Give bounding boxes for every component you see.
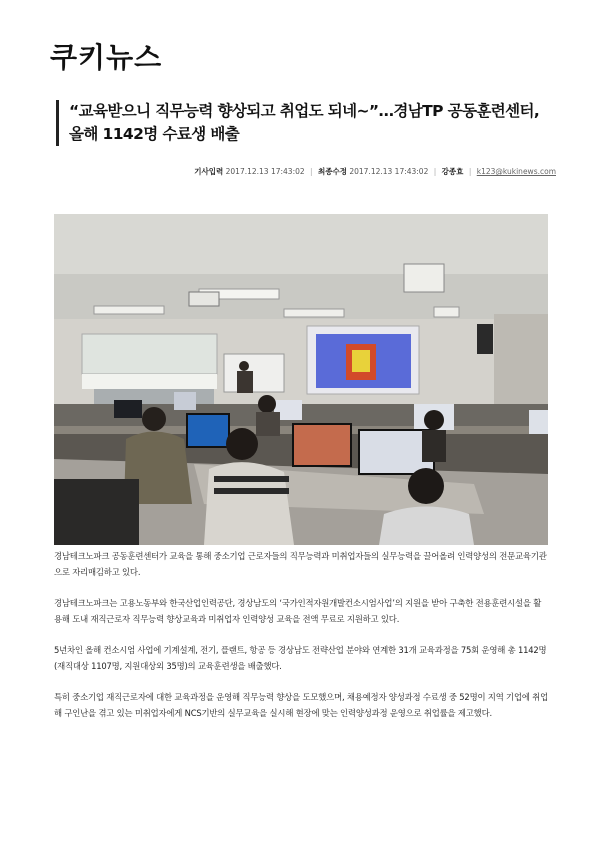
meta-divider: | [468,167,472,176]
meta-divider: | [433,167,437,176]
modified-label: 최종수정 [317,167,347,176]
headline-line-2: 올해 1142명 수료생 배출 [69,125,240,143]
published-label: 기사입력 [194,167,224,176]
site-logo[interactable]: 쿠키뉴스 [50,41,163,74]
article-meta [194,166,556,177]
published-time: 2017.12.13 17:43:02 [225,167,305,176]
meta-divider: | [310,167,313,176]
modified-time: 2017.12.13 17:43:02 [349,167,429,176]
photo-caption: 경남테크노파크 공동훈련센터가 교육을 통해 중소기업 근로자들의 직무능력과 미취업자들의 실무능력을 끌어올려 인력양성의 전문교육기관으로 자리매김하고 있다. [54,551,547,577]
article-paragraph-2: 5년차인 올해 컨소시엄 사업에 기계설계, 전기, 플랜트, 항공 등 경상남도 전략산업 분야와 연계한 31개 교육과정을 75회 운영해 총 1142명(재직대상 1107명, 지원대상외 35명)의 교육훈련생을 배출했다. [54,645,547,671]
headline-line-1: “교육받으니 직무능력 향상되고 취업도 되네~”…경남TP 공동훈련센터, [69,102,540,120]
article-headline [56,100,569,146]
article-paragraph-3: 특히 중소기업 재직근로자에 대한 교육과정을 운영해 직무능력 향상을 도모했으며, 채용예정자 양성과정 수료생 중 52명이 지역 기업에 취업해 구인난을 겪고 있는 미취업자에게 NCS기반의 실무교육을 실시해 현장에 맞는 인력양성과정 운영으로 취업률을 제고했다. [54,692,548,718]
reporter-name: 강종효 [441,167,464,176]
classroom-photo [54,214,548,545]
article-photo [54,214,548,545]
article-paragraph-1: 경남테크노파크는 고용노동부와 한국산업인력공단, 경상남도의 ‘국가인적자원개발컨소시엄사업’의 지원을 받아 구축한 전용훈련시설을 활용해 도내 재직근로자 직무능력 향상교육과 미취업자 인력양성 교육을 전액 무료로 지원하고 있다. [54,598,542,624]
article-body [54,548,549,736]
reporter-email-link[interactable]: k123@kukinews.com [476,167,556,176]
